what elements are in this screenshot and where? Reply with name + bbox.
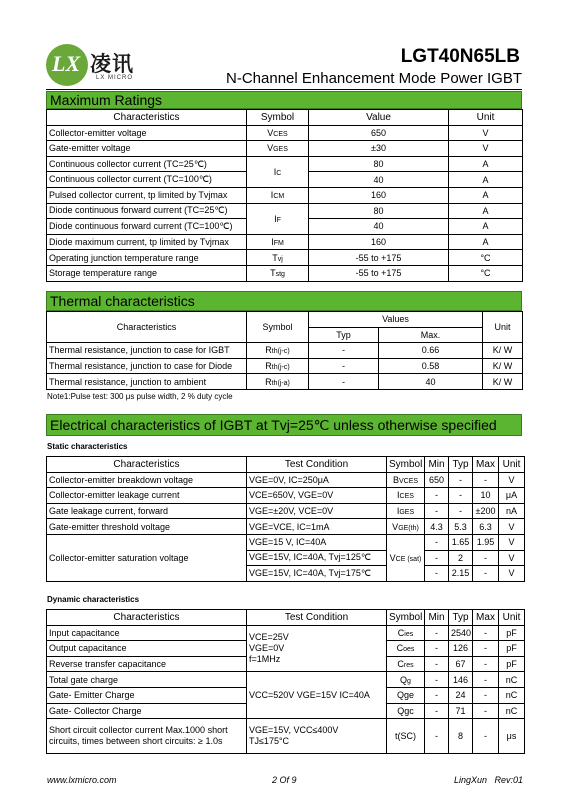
- cell-characteristic: Continuous collector current (TC=25℃): [47, 156, 247, 172]
- cell-characteristic: Total gate charge: [47, 672, 247, 688]
- cell-symbol: Qgc: [387, 703, 425, 719]
- cell-symbol: Tvj: [247, 250, 309, 266]
- table-row: [47, 534, 525, 550]
- cell-max: 1.95: [473, 534, 499, 550]
- cell-max: -: [473, 703, 499, 719]
- company-logo: [46, 44, 146, 86]
- col-header: Max: [473, 457, 499, 473]
- cell-characteristic: Pulsed collector current, tp limited by Tvjmax: [47, 187, 247, 203]
- cell-unit: nC: [499, 672, 525, 688]
- cell-typ: 71: [449, 703, 473, 719]
- cell-typ: 1.65: [449, 534, 473, 550]
- cell-symbol: VGE(th): [387, 519, 425, 535]
- cell-unit: μA: [499, 488, 525, 504]
- cell-unit: pF: [499, 641, 525, 657]
- cell-condition: VGE=VCE, IC=1mA: [247, 519, 387, 535]
- cell-max: 10: [473, 488, 499, 504]
- cell-characteristic: Thermal resistance, junction to case for IGBT: [47, 343, 247, 359]
- cell-value: 40: [309, 219, 449, 235]
- cell-min: -: [425, 672, 449, 688]
- cell-unit: A: [449, 219, 523, 235]
- cell-characteristic: Gate-emitter threshold voltage: [47, 519, 247, 535]
- cell-symbol: IFM: [247, 234, 309, 250]
- table-row: [47, 234, 523, 250]
- cell-condition: VGE=15 V, IC=40A: [247, 534, 387, 550]
- cell-characteristic: Gate leakage current, forward: [47, 503, 247, 519]
- cell-condition: VGE=±20V, VCE=0V: [247, 503, 387, 519]
- col-header: Characteristics: [47, 610, 247, 626]
- cell-typ: 5.3: [449, 519, 473, 535]
- table-row: [47, 519, 525, 535]
- cell-max: -: [473, 719, 499, 754]
- cell-unit: nC: [499, 687, 525, 703]
- table-row: [47, 625, 525, 641]
- table-row: [47, 187, 523, 203]
- cell-typ: 2540: [449, 625, 473, 641]
- cell-characteristic: Gate-emitter voltage: [47, 141, 247, 157]
- cell-symbol: ICES: [387, 488, 425, 504]
- table-row: [47, 672, 525, 688]
- cell-characteristic: Diode continuous forward current (TC=25℃): [47, 203, 247, 219]
- header-divider: [46, 89, 522, 90]
- col-header: Unit: [499, 457, 525, 473]
- cell-min: -: [425, 566, 449, 582]
- cell-condition: VGE=15V, IC=40A, Tvj=125℃: [247, 550, 387, 566]
- cell-min: -: [425, 625, 449, 641]
- col-header: Symbol: [247, 110, 309, 126]
- cell-condition: VCE=25V VGE=0V f=1MHz: [247, 625, 387, 672]
- cell-unit: °C: [449, 250, 523, 266]
- table-row: [47, 374, 523, 390]
- table-row: [47, 141, 523, 157]
- table-row: [47, 472, 525, 488]
- cell-unit: K/ W: [483, 358, 523, 374]
- cell-typ: 8: [449, 719, 473, 754]
- cell-min: -: [425, 641, 449, 657]
- table-row: [47, 265, 523, 281]
- cell-min: -: [425, 687, 449, 703]
- table-row: [47, 343, 523, 359]
- cell-min: 4.3: [425, 519, 449, 535]
- cell-min: -: [425, 719, 449, 754]
- col-header: Typ: [449, 610, 473, 626]
- col-header: Min: [425, 610, 449, 626]
- cell-symbol: IGES: [387, 503, 425, 519]
- col-header: Symbol: [387, 610, 425, 626]
- static-label: Static characteristics: [47, 442, 128, 451]
- cell-symbol: Qg: [387, 672, 425, 688]
- logo-english-text: LX MICRO: [96, 75, 134, 81]
- cell-value: -55 to +175: [309, 250, 449, 266]
- cell-typ: 2.15: [449, 566, 473, 582]
- cell-characteristic: Storage temperature range: [47, 265, 247, 281]
- cell-symbol: Cies: [387, 625, 425, 641]
- cell-symbol: IC: [247, 156, 309, 187]
- table-row: [47, 358, 523, 374]
- cell-symbol: VGES: [247, 141, 309, 157]
- cell-typ: 24: [449, 687, 473, 703]
- dynamic-label: Dynamic characteristics: [47, 595, 140, 604]
- cell-characteristic: Collector-emitter breakdown voltage: [47, 472, 247, 488]
- static-characteristics-table: [46, 456, 525, 582]
- cell-unit: V: [449, 141, 523, 157]
- cell-condition: VGE=15V, IC=40A, Tvj=175℃: [247, 566, 387, 582]
- cell-symbol: t(SC): [387, 719, 425, 754]
- cell-value: 160: [309, 187, 449, 203]
- cell-value: 160: [309, 234, 449, 250]
- cell-typ: 2: [449, 550, 473, 566]
- cell-symbol: VCE (sat): [387, 534, 425, 581]
- footer-revision: LingXun Rev:01: [453, 775, 523, 785]
- part-number: LGT40N65LB: [400, 46, 520, 67]
- cell-max: -: [473, 672, 499, 688]
- col-header: Characteristics: [47, 457, 247, 473]
- cell-unit: V: [499, 550, 525, 566]
- col-header: Unit: [483, 312, 523, 343]
- section-title-max-ratings: Maximum Ratings: [46, 91, 522, 109]
- cell-characteristic: Input capacitance: [47, 625, 247, 641]
- col-header: Value: [309, 110, 449, 126]
- cell-characteristic: Operating junction temperature range: [47, 250, 247, 266]
- col-header: Symbol: [247, 312, 309, 343]
- cell-unit: V: [499, 519, 525, 535]
- cell-max: 0.66: [379, 343, 483, 359]
- cell-typ: -: [449, 503, 473, 519]
- table-header-row: [47, 610, 525, 626]
- cell-unit: A: [449, 234, 523, 250]
- cell-symbol: Rth(j-a): [247, 374, 309, 390]
- cell-min: -: [425, 703, 449, 719]
- cell-max: -: [473, 472, 499, 488]
- table-row: [47, 250, 523, 266]
- table-header-row: [47, 110, 523, 126]
- col-header: Typ: [449, 457, 473, 473]
- device-subtitle: N-Channel Enhancement Mode Power IGBT: [226, 70, 522, 87]
- cell-min: -: [425, 488, 449, 504]
- section-title-electrical: Electrical characteristics of IGBT at Tvj=25℃ unless otherwise specified: [46, 414, 522, 436]
- table-row: [47, 156, 523, 172]
- col-header: Test Condition: [247, 610, 387, 626]
- cell-symbol: BVCES: [387, 472, 425, 488]
- cell-characteristic: Diode continuous forward current (TC=100℃): [47, 219, 247, 235]
- logo-chinese-text: 凌讯: [90, 51, 134, 76]
- cell-unit: A: [449, 203, 523, 219]
- cell-typ: -: [309, 343, 379, 359]
- cell-value: ±30: [309, 141, 449, 157]
- cell-characteristic: Thermal resistance, junction to ambient: [47, 374, 247, 390]
- cell-symbol: Rth(j-c): [247, 343, 309, 359]
- cell-max: -: [473, 656, 499, 672]
- cell-unit: μs: [499, 719, 525, 754]
- cell-unit: pF: [499, 656, 525, 672]
- cell-characteristic: Output capacitance: [47, 641, 247, 657]
- cell-symbol: ICM: [247, 187, 309, 203]
- cell-max: 40: [379, 374, 483, 390]
- cell-unit: V: [499, 472, 525, 488]
- cell-condition: VGE=0V, IC=250μA: [247, 472, 387, 488]
- section-title-thermal: Thermal characteristics: [46, 291, 522, 311]
- cell-max: 6.3: [473, 519, 499, 535]
- cell-unit: V: [449, 125, 523, 141]
- col-header: Symbol: [387, 457, 425, 473]
- cell-max: -: [473, 550, 499, 566]
- cell-max: -: [473, 566, 499, 582]
- cell-max: ±200: [473, 503, 499, 519]
- cell-typ: -: [449, 472, 473, 488]
- cell-typ: 67: [449, 656, 473, 672]
- cell-characteristic: Gate- Collector Charge: [47, 703, 247, 719]
- table-row: [47, 719, 525, 754]
- max-ratings-table: [46, 109, 523, 282]
- cell-value: 80: [309, 203, 449, 219]
- cell-min: -: [425, 656, 449, 672]
- table-row: [47, 125, 523, 141]
- cell-typ: -: [449, 488, 473, 504]
- cell-unit: K/ W: [483, 343, 523, 359]
- cell-value: 650: [309, 125, 449, 141]
- col-header: Characteristics: [47, 110, 247, 126]
- col-header: Test Condition: [247, 457, 387, 473]
- cell-typ: 126: [449, 641, 473, 657]
- cell-unit: V: [499, 534, 525, 550]
- cell-typ: -: [309, 374, 379, 390]
- cell-unit: A: [449, 172, 523, 188]
- table-row: [47, 503, 525, 519]
- cell-min: 650: [425, 472, 449, 488]
- cell-unit: K/ W: [483, 374, 523, 390]
- cell-characteristic: Gate- Emitter Charge: [47, 687, 247, 703]
- col-header: Typ: [309, 327, 379, 343]
- table-row: [47, 203, 523, 219]
- cell-unit: A: [449, 187, 523, 203]
- logo-emblem: LX: [46, 44, 88, 86]
- cell-symbol: Rth(j-c): [247, 358, 309, 374]
- cell-max: -: [473, 641, 499, 657]
- cell-characteristic: Collector-emitter saturation voltage: [47, 534, 247, 581]
- cell-characteristic: Collector-emitter leakage current: [47, 488, 247, 504]
- cell-max: 0.58: [379, 358, 483, 374]
- col-header: Min: [425, 457, 449, 473]
- table-row: [47, 488, 525, 504]
- cell-characteristic: Short circuit collector current Max.1000 short circuits, times between short circuits: ≥ 1.0s: [47, 719, 247, 754]
- cell-max: -: [473, 687, 499, 703]
- cell-min: -: [425, 503, 449, 519]
- cell-characteristic: Diode maximum current, tp limited by Tvjmax: [47, 234, 247, 250]
- col-header: Characteristics: [47, 312, 247, 343]
- cell-unit: nA: [499, 503, 525, 519]
- thermal-table: [46, 311, 523, 390]
- col-header: Unit: [449, 110, 523, 126]
- cell-unit: °C: [449, 265, 523, 281]
- cell-characteristic: Collector-emitter voltage: [47, 125, 247, 141]
- cell-symbol: VCES: [247, 125, 309, 141]
- cell-condition: VCC=520V VGE=15V IC=40A: [247, 672, 387, 719]
- cell-value: 80: [309, 156, 449, 172]
- col-header: Unit: [499, 610, 525, 626]
- cell-min: -: [425, 534, 449, 550]
- col-header: Max: [473, 610, 499, 626]
- pulse-test-note: Note1:Pulse test: 300 μs pulse width, 2 % duty cycle: [47, 392, 233, 401]
- table-header-row: [47, 312, 523, 328]
- cell-value: 40: [309, 172, 449, 188]
- cell-symbol: Coes: [387, 641, 425, 657]
- cell-symbol: IF: [247, 203, 309, 234]
- table-header-row: [47, 457, 525, 473]
- cell-symbol: Qge: [387, 687, 425, 703]
- footer-website: www.lxmicro.com: [47, 775, 117, 785]
- cell-condition: VCE=650V, VGE=0V: [247, 488, 387, 504]
- cell-symbol: Cres: [387, 656, 425, 672]
- cell-characteristic: Continuous collector current (TC=100℃): [47, 172, 247, 188]
- cell-typ: -: [309, 358, 379, 374]
- cell-characteristic: Thermal resistance, junction to case for Diode: [47, 358, 247, 374]
- cell-unit: pF: [499, 625, 525, 641]
- cell-typ: 146: [449, 672, 473, 688]
- cell-condition: VGE=15V, VCC≤400V TJ≤175°C: [247, 719, 387, 754]
- col-header: Max.: [379, 327, 483, 343]
- dynamic-characteristics-table: [46, 609, 525, 754]
- cell-max: -: [473, 625, 499, 641]
- cell-symbol: Tstg: [247, 265, 309, 281]
- cell-value: -55 to +175: [309, 265, 449, 281]
- cell-unit: A: [449, 156, 523, 172]
- cell-characteristic: Reverse transfer capacitance: [47, 656, 247, 672]
- col-header: Values: [309, 312, 483, 328]
- footer-page-number: 2 Of 9: [272, 775, 297, 785]
- cell-unit: nC: [499, 703, 525, 719]
- cell-min: -: [425, 550, 449, 566]
- cell-unit: V: [499, 566, 525, 582]
